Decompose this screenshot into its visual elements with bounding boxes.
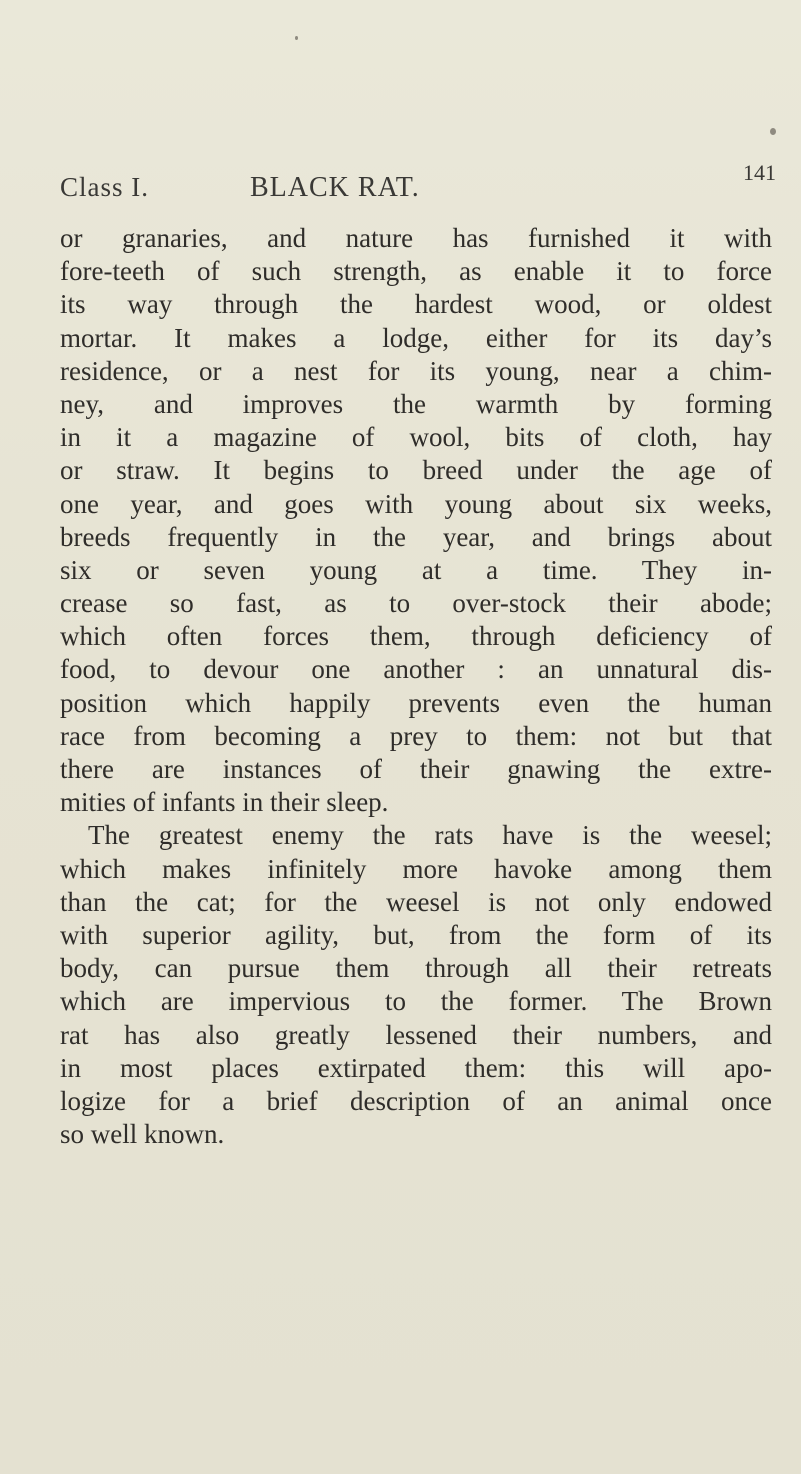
text-line: race from becoming a prey to them: not but that (60, 720, 772, 751)
text-line: rat has also greatly lessened their numbers, and (60, 1019, 772, 1050)
body-text (60, 222, 772, 1151)
text-line: The greatest enemy the rats have is the weesel; (88, 820, 772, 851)
text-line: mities of infants in their sleep. (60, 787, 389, 818)
text-line: or granaries, and nature has furnished it with (60, 223, 772, 253)
text-line: ney, and improves the warmth by forming (60, 388, 772, 419)
text-line: with superior agility, but, from the form of its (60, 919, 772, 950)
ink-spot (770, 128, 776, 135)
text-line: residence, or a nest for its young, near a chim- (60, 355, 772, 386)
page-number: 141 (743, 160, 776, 185)
text-line: in it a magazine of wool, bits of cloth, hay (60, 422, 772, 453)
text-line: food, to devour one another : an unnatural dis- (60, 654, 772, 685)
text-line: or straw. It begins to breed under the age of (60, 455, 772, 486)
text-line: which makes infinitely more havoke among them (60, 853, 772, 884)
text-line: in most places extirpated them: this will apo- (60, 1052, 772, 1083)
page-title: BLACK RAT. (250, 172, 420, 203)
text-line: there are instances of their gnawing the extre- (60, 754, 772, 784)
text-line: mortar. It makes a lodge, either for its day’s (60, 322, 772, 353)
section-label: Class I. (60, 172, 149, 202)
text-line: so well known. (60, 1119, 225, 1150)
text-line: position which happily prevents even the human (60, 687, 772, 718)
text-line: one year, and goes with young about six weeks, (60, 488, 772, 519)
text-line: its way through the hardest wood, or oldest (60, 289, 772, 320)
text-line: which often forces them, through deficiency of (60, 621, 772, 652)
text-line: body, can pursue them through all their retreats (60, 953, 772, 984)
text-line: which are impervious to the former. The Brown (60, 986, 772, 1017)
ink-spot (295, 36, 298, 40)
text-line: six or seven young at a time. They in- (60, 554, 772, 585)
text-line: fore-teeth of such strength, as enable it to force (60, 256, 772, 287)
running-header (60, 160, 776, 212)
text-line: crease so fast, as to over-stock their abode; (60, 588, 772, 619)
text-line: logize for a brief description of an animal once (60, 1085, 772, 1116)
text-line: breeds frequently in the year, and brings about (60, 521, 772, 552)
text-line: than the cat; for the weesel is not only endowed (60, 886, 772, 917)
